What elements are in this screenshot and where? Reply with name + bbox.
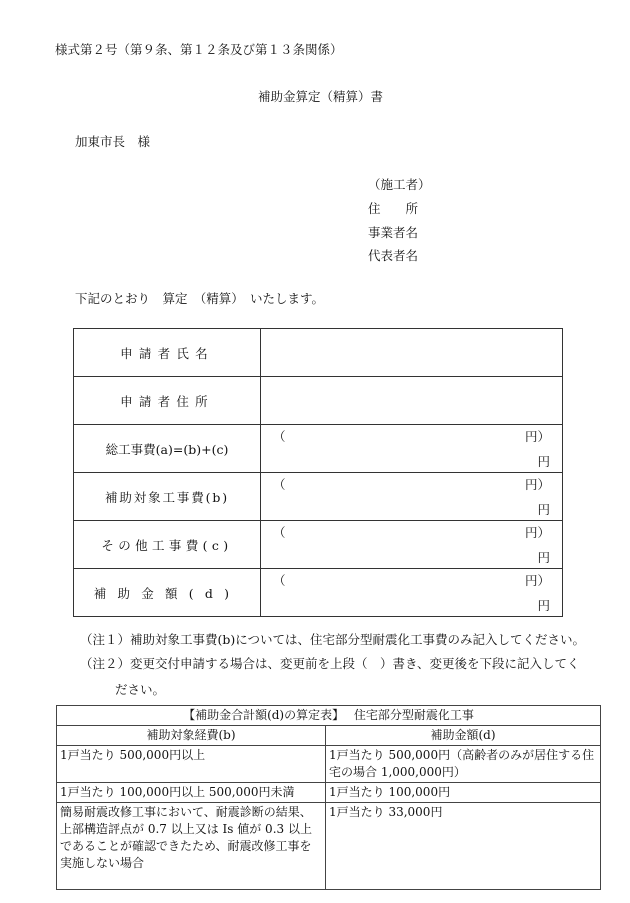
table-row (57, 726, 601, 746)
total-cost-field[interactable] (261, 425, 563, 473)
applicant-address-label: 申請者住所 (74, 377, 261, 425)
table-cell: 1戸当たり 500,000円（高齢者のみが居住する住宅の場合 1,000,000円） (326, 746, 601, 783)
subsidy-amount-field[interactable] (261, 569, 563, 617)
table-row (74, 377, 563, 425)
form-number: 様式第２号（第９条、第１２条及び第１３条関係） (55, 42, 343, 57)
table-row (57, 746, 601, 783)
applicant-name-field[interactable] (261, 329, 563, 377)
subsidy-amount-label: 補助金額(d) (74, 569, 261, 617)
note-2-continuation: ださい。 (115, 682, 166, 697)
calc-table-title: 【補助金合計額(d)の算定表】 住宅部分型耐震化工事 (57, 706, 601, 726)
address-label: 住 所 (368, 201, 419, 216)
table-cell: 1戸当たり 100,000円 (326, 783, 601, 803)
column-header: 補助金額(d) (326, 726, 601, 746)
yen-unit: 円 (537, 598, 550, 613)
business-name-label: 事業者名 (368, 225, 419, 240)
table-row (57, 706, 601, 726)
table-row (74, 425, 563, 473)
close-paren-yen: 円） (524, 573, 550, 588)
table-row (74, 473, 563, 521)
table-row (74, 329, 563, 377)
applicant-address-field[interactable] (261, 377, 563, 425)
yen-unit: 円 (537, 550, 550, 565)
yen-unit: 円 (537, 502, 550, 517)
other-cost-field[interactable] (261, 521, 563, 569)
open-paren: （ (273, 429, 286, 444)
table-cell: 1戸当たり 33,000円 (326, 803, 601, 890)
note-2: （注２）変更交付申請する場合は、変更前を上段（ ）書き、変更後を下段に記入してく (80, 656, 580, 671)
column-header: 補助対象経費(b) (57, 726, 326, 746)
total-cost-label: 総工事費(a)=(b)+(c) (74, 425, 261, 473)
contractor-heading: （施工者） (368, 177, 431, 192)
note-1: （注１）補助対象工事費(b)については、住宅部分型耐震化工事費のみ記入してください。 (80, 632, 586, 647)
table-row (74, 521, 563, 569)
addressee: 加東市長 様 (75, 134, 151, 149)
open-paren: （ (273, 573, 286, 588)
subsidy-target-cost-field[interactable] (261, 473, 563, 521)
table-row (57, 803, 601, 890)
close-paren-yen: 円） (524, 429, 550, 444)
other-cost-label: その他工事費(c) (74, 521, 261, 569)
subsidy-target-cost-label: 補助対象工事費(b) (74, 473, 261, 521)
open-paren: （ (273, 477, 286, 492)
page-title: 補助金算定（精算）書 (258, 89, 384, 104)
open-paren: （ (273, 525, 286, 540)
table-row (57, 783, 601, 803)
table-cell: 簡易耐震改修工事において、耐震診断の結果、上部構造評点が 0.7 以上又は Is 値が 0.3 以上であることが確認できたため、耐震改修工事を実施しない場合 (57, 803, 326, 890)
close-paren-yen: 円） (524, 525, 550, 540)
applicant-name-label: 申請者氏名 (74, 329, 261, 377)
close-paren-yen: 円） (524, 477, 550, 492)
statement: 下記のとおり 算定 （精算） いたします。 (75, 291, 325, 306)
table-cell: 1戸当たり 100,000円以上 500,000円未満 (57, 783, 326, 803)
table-cell: 1戸当たり 500,000円以上 (57, 746, 326, 783)
calculation-table (56, 705, 601, 890)
representative-label: 代表者名 (368, 248, 419, 263)
application-table (73, 328, 563, 617)
table-row (74, 569, 563, 617)
yen-unit: 円 (537, 454, 550, 469)
